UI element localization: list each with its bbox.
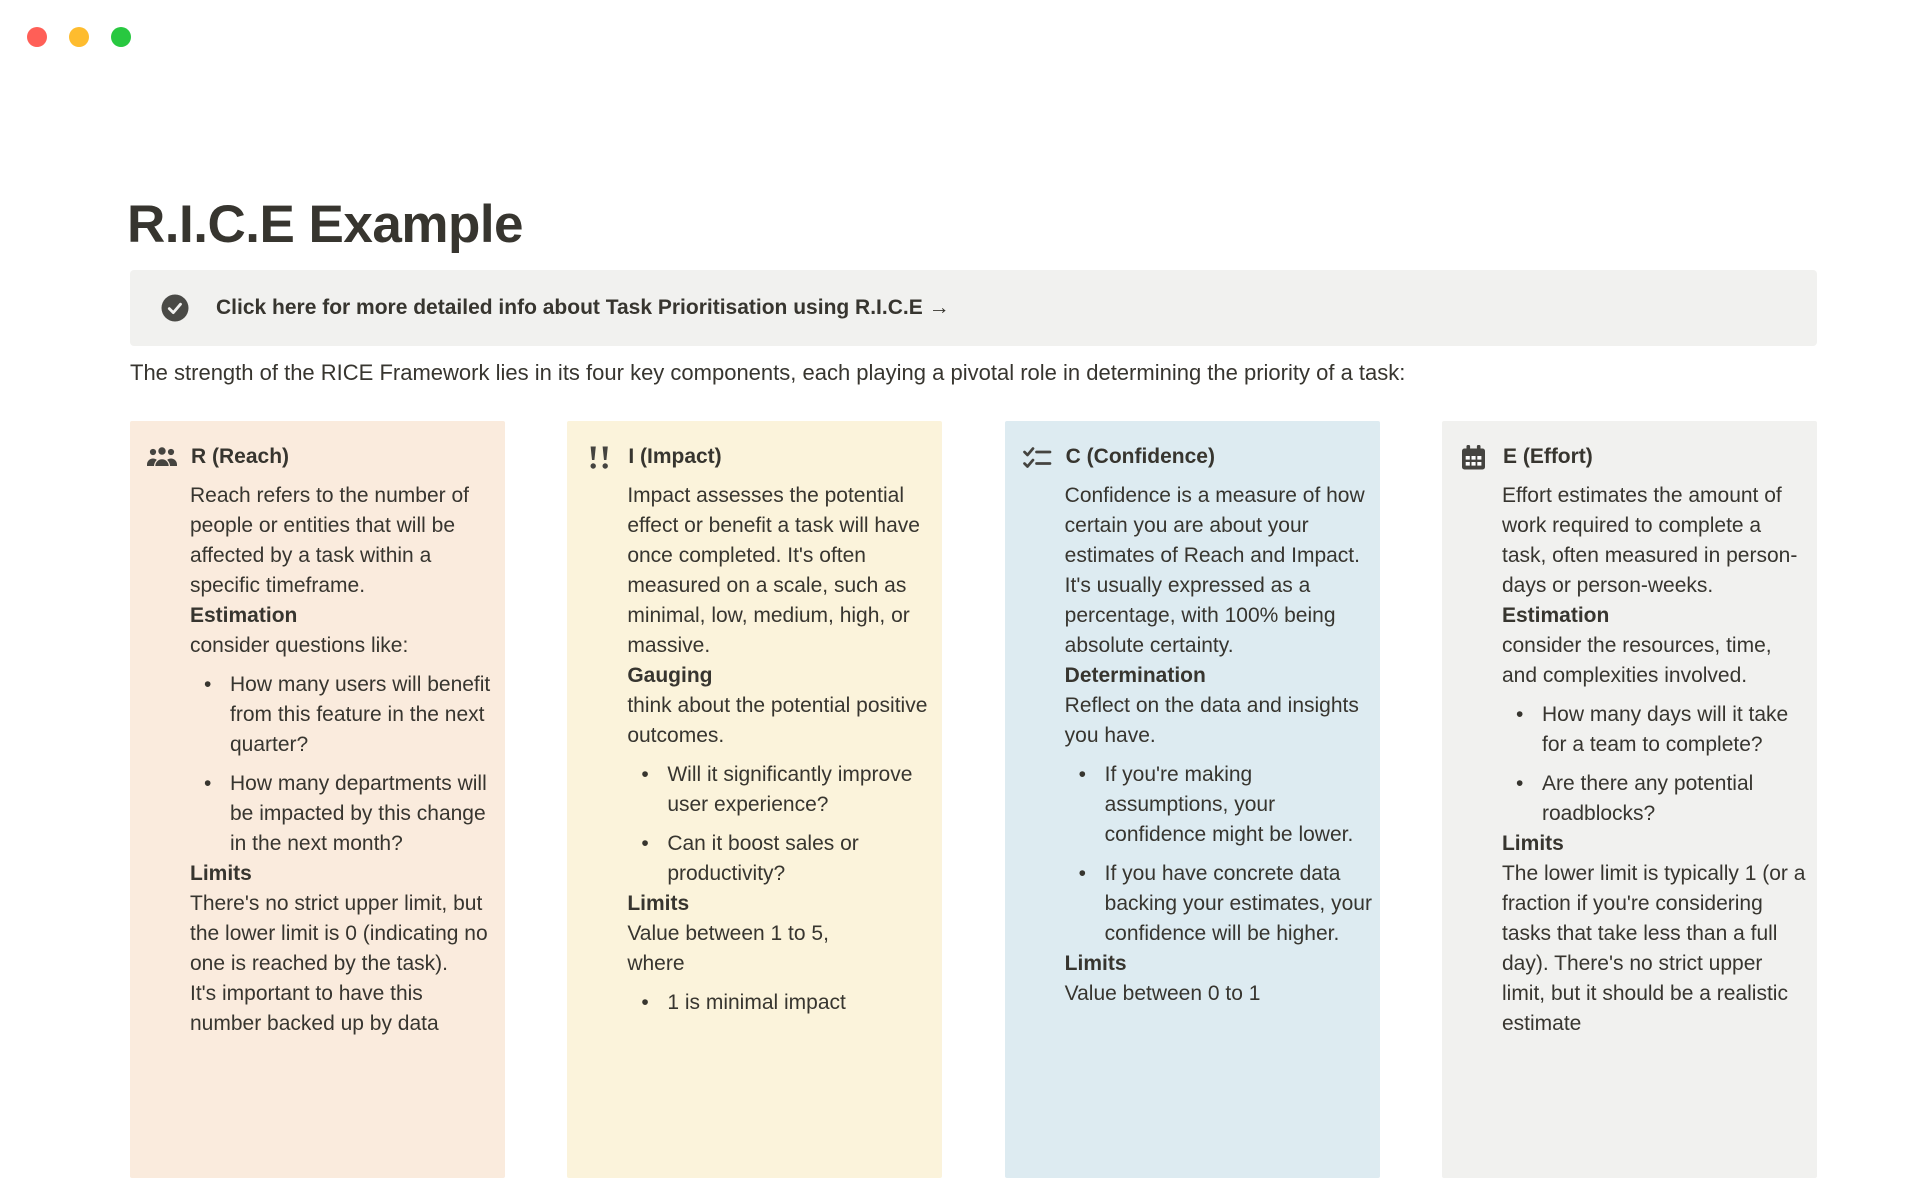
bullet-text: How many users will benefit from this feature in the next quarter? <box>230 673 491 756</box>
card-paragraph: Confidence is a measure of how certain you are about your estimates of Reach and Impact. It's usually expressed as a percentage, with 100% being absolute certainty. <box>1064 484 1365 657</box>
card-title: C (Confidence) <box>1065 445 1215 468</box>
bullet-marker: • <box>641 832 649 855</box>
card-title: E (Effort) <box>1502 445 1593 468</box>
bullet-marker: • <box>204 772 212 795</box>
bullet-text: If you're making assumptions, your confidence might be lower. <box>1104 763 1354 846</box>
bullet-text: How many departments will be impacted by this change in the next month? <box>230 772 487 855</box>
bullet-item <box>1502 769 1810 829</box>
card-paragraph: where <box>627 952 685 975</box>
card-subheading: Limits <box>1064 952 1127 975</box>
calendar-icon <box>1457 444 1491 471</box>
bullet-marker: • <box>1515 703 1524 726</box>
document-page <box>127 0 1817 1200</box>
card-header <box>1457 443 1810 471</box>
card-paragraph: Effort estimates the amount of work required to complete a task, often measured in person-days or person-weeks. <box>1501 484 1798 597</box>
card-title: R (Reach) <box>191 445 290 468</box>
card-subheading: Limits <box>627 892 690 915</box>
bullet-item <box>1065 760 1373 850</box>
card-subheading: Gauging <box>627 664 713 687</box>
bullet-marker: • <box>1515 772 1524 795</box>
card-paragraph: think about the potential positive outcomes. <box>627 694 928 747</box>
bullet-marker: • <box>641 991 649 1014</box>
card-header <box>145 443 498 471</box>
card-body <box>1020 471 1373 1009</box>
bullet-list <box>1065 760 1373 949</box>
double-exclamation-icon <box>582 445 616 470</box>
check-circle-icon <box>160 293 190 323</box>
bullet-list <box>190 670 498 859</box>
zoom-button[interactable] <box>111 27 131 47</box>
bullet-marker: • <box>204 673 212 696</box>
bullet-item <box>1502 700 1810 760</box>
card-paragraph: It's important to have this number backed up by data <box>190 982 439 1035</box>
window-controls <box>27 27 131 47</box>
bullet-marker: • <box>1078 862 1087 885</box>
bullet-text: If you have concrete data backing your estimates, your confidence will be higher. <box>1104 862 1372 945</box>
bullet-text: Will it significantly improve user experience? <box>667 763 913 816</box>
rice-columns <box>130 421 1817 1178</box>
card-paragraph: Reach refers to the number of people or entities that will be affected by a task within a specific timeframe. <box>190 484 469 597</box>
card-header <box>582 443 935 471</box>
bullet-list <box>1502 700 1810 829</box>
card-body <box>582 471 935 1018</box>
card-confidence <box>1005 421 1380 1178</box>
bullet-marker: • <box>1078 763 1087 786</box>
card-paragraph: consider the resources, time, and complexities involved. <box>1501 634 1772 687</box>
bullet-list <box>627 988 935 1018</box>
card-paragraph: Reflect on the data and insights you have. <box>1064 694 1359 747</box>
card-paragraph: Value between 0 to 1 <box>1064 982 1261 1005</box>
close-button[interactable] <box>27 27 47 47</box>
checklist-icon <box>1020 445 1054 470</box>
bullet-item <box>627 988 935 1018</box>
card-body <box>145 471 498 1039</box>
card-subheading: Estimation <box>190 604 298 627</box>
card-paragraph: consider questions like: <box>190 634 409 657</box>
card-subheading: Estimation <box>1501 604 1610 627</box>
card-subheading: Determination <box>1064 664 1206 687</box>
info-callout[interactable] <box>130 270 1817 346</box>
bullet-item <box>627 760 935 820</box>
card-impact <box>567 421 942 1178</box>
minimize-button[interactable] <box>69 27 89 47</box>
card-paragraph: Value between 1 to 5, <box>627 922 829 945</box>
page-title: R.I.C.E Example <box>127 195 524 254</box>
bullet-item <box>190 769 498 859</box>
bullet-text: Can it boost sales or productivity? <box>667 832 859 885</box>
callout-text: Click here for more detailed info about Task Prioritisation using R.I.C.E → <box>216 296 950 319</box>
people-icon <box>145 446 179 469</box>
card-paragraph: Impact assesses the potential effect or benefit a task will have once completed. It's often measured on a scale, such as minimal, low, medium, high, or massive. <box>627 484 920 657</box>
card-reach <box>130 421 505 1178</box>
card-effort <box>1442 421 1817 1178</box>
bullet-text: How many days will it take for a team to complete? <box>1541 703 1789 756</box>
bullet-item <box>627 829 935 889</box>
intro-text: The strength of the RICE Framework lies in its four key components, each playing a pivotal role in determining the priority of a task: <box>130 360 1406 385</box>
bullet-text: 1 is minimal impact <box>667 991 846 1014</box>
bullet-item <box>1065 859 1373 949</box>
card-subheading: Limits <box>1501 832 1564 855</box>
bullet-item <box>190 670 498 760</box>
card-body <box>1457 471 1810 1039</box>
bullet-list <box>627 760 935 889</box>
bullet-marker: • <box>641 763 649 786</box>
card-header <box>1020 443 1373 471</box>
card-title: I (Impact) <box>628 445 722 468</box>
bullet-text: Are there any potential roadblocks? <box>1541 772 1754 825</box>
card-paragraph: The lower limit is typically 1 (or a fraction if you're considering tasks that take less than a full day). There's no strict upper limit, but it should be a realistic estimate <box>1501 862 1806 1035</box>
card-subheading: Limits <box>190 862 252 885</box>
card-paragraph: There's no strict upper limit, but the lower limit is 0 (indicating no one is reached by the task). <box>190 892 488 975</box>
